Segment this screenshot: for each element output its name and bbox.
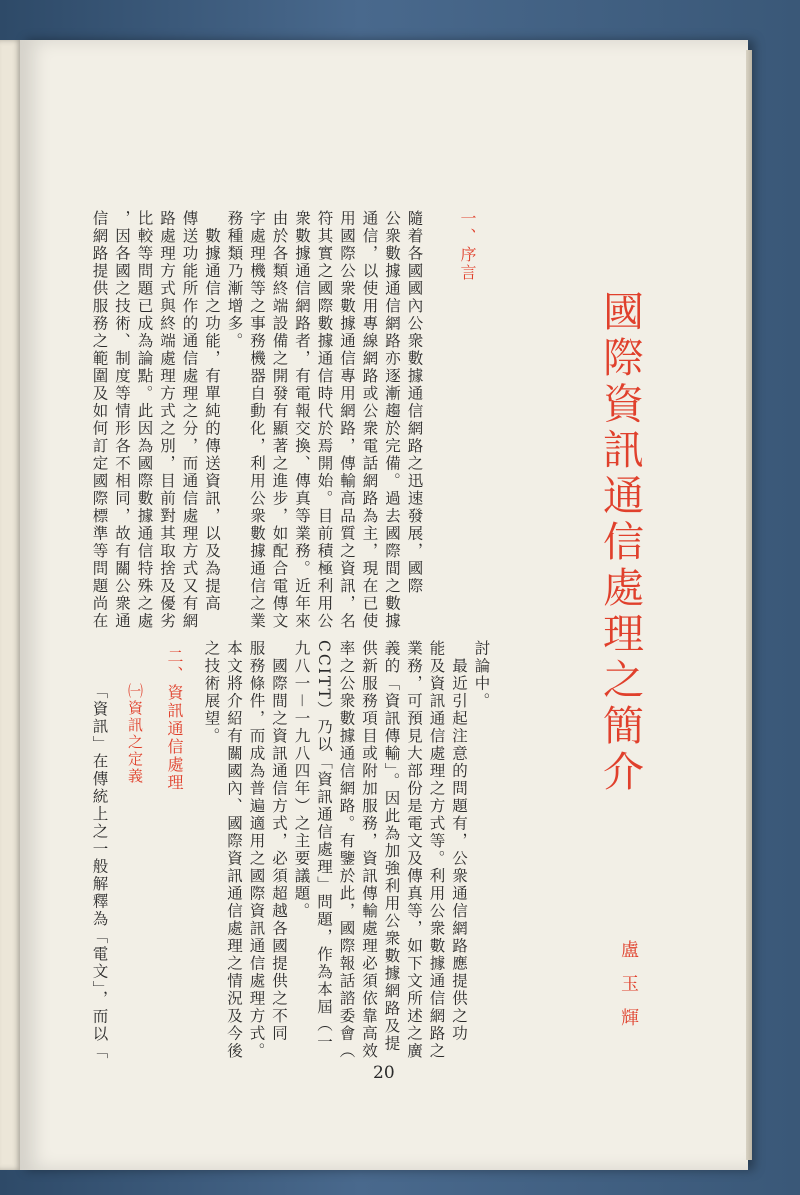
text-line: 最近引起注意的問題有，公衆通信網路應提供之功 bbox=[450, 640, 468, 1043]
text-line: 字處理機等之事務機器自動化，利用公衆數據通信之業 bbox=[248, 210, 266, 630]
section2-text bbox=[88, 683, 111, 1063]
text-line: 義的「資訊傳輸」。因此為加強利用公衆數據網路及提 bbox=[382, 640, 401, 1053]
text-line: 傳送功能所作的通信處理之分，而通信處理方式又有網 bbox=[180, 210, 199, 630]
section2-heading: 二、資訊通信處理 bbox=[165, 648, 184, 792]
text-line: 九八一－一九八四年）之主要議題。 bbox=[292, 640, 311, 921]
section1-upper-text bbox=[88, 210, 426, 630]
text-line: 「資訊」在傳統上之一般解釋為「電文」，而以「 bbox=[90, 683, 109, 1061]
text-line: 信網路提供服務之範圍及如何訂定國際標準等問題尚在 bbox=[90, 210, 109, 630]
text-line: 之技術展望。 bbox=[202, 640, 221, 745]
text-line: 公衆數據通信網路亦逐漸趨於完備。過去國際間之數據 bbox=[383, 210, 401, 630]
text-line: CCITT）乃以「資訊通信處理」問題，作為本屆（一 bbox=[315, 640, 333, 1051]
text-line: 供新服務項目或附加服務，資訊傳輸處理必須依靠高效 bbox=[360, 640, 378, 1060]
section2-subheading: ㈠資訊之定義 bbox=[126, 683, 144, 785]
text-line: 符其實之國際數據通信時代於焉開始。目前積極利用公 bbox=[315, 210, 334, 630]
text-line: 能及資訊通信處理之方式等。利用公衆數據通信網路之 bbox=[427, 640, 446, 1060]
text-line: 隨着各國國內公衆數據通信網路之迅速發展，國際 bbox=[405, 210, 424, 595]
text-line: 數據通信之功能，有單純的傳送資訊，以及為提高 bbox=[203, 210, 221, 613]
text-line: 比較等問題已成為論點。此因為國際數據通信特殊之處 bbox=[135, 210, 154, 630]
text-line: ，因各國之技術、制度等情形各不相同，故有關公衆通 bbox=[113, 210, 131, 630]
text-line: 由於各類終端設備之開發有顯著之進步，如配合電傳文 bbox=[270, 210, 289, 630]
text-line: 業務，可預見大部份是電文及傳真等，如下文所述之廣 bbox=[405, 640, 423, 1060]
text-line: 通信，以使用專線網路或公衆電話網路為主，現在已使 bbox=[360, 210, 379, 630]
section1-lower-text bbox=[200, 640, 493, 1060]
section1-heading: 一、序言 bbox=[458, 210, 477, 282]
text-line: 國際間之資訊通信方式，必須超越各國提供之不同 bbox=[270, 640, 288, 1043]
text-line: 率之公衆數據通信網路。有鑒於此，國際報話諮委會（ bbox=[337, 640, 356, 1060]
page-number: 20 bbox=[373, 1063, 395, 1083]
article-author: 盧玉輝 bbox=[618, 940, 639, 1042]
text-line: 用國際公衆數據通信專用網路，傳輸高品質之資訊，名 bbox=[338, 210, 356, 630]
text-line: 本文將介紹有關國內、國際資訊通信處理之情況及今後 bbox=[225, 640, 243, 1060]
text-line: 討論中。 bbox=[472, 640, 491, 710]
text-line: 衆數據通信網路者，有電報交換、傳真等業務。近年來 bbox=[293, 210, 311, 630]
text-line: 務種類乃漸增多。 bbox=[225, 210, 244, 350]
page-stack-edge bbox=[746, 50, 752, 1160]
text-line: 服務條件，而成為普遍適用之國際資訊通信處理方式。 bbox=[247, 640, 266, 1060]
text-line: 路處理方式與終端處理方式之別，目前對其取捨及優劣 bbox=[158, 210, 176, 630]
article-title: 國際資訊通信處理之簡介 bbox=[596, 290, 644, 796]
previous-page-edge bbox=[0, 40, 22, 1170]
